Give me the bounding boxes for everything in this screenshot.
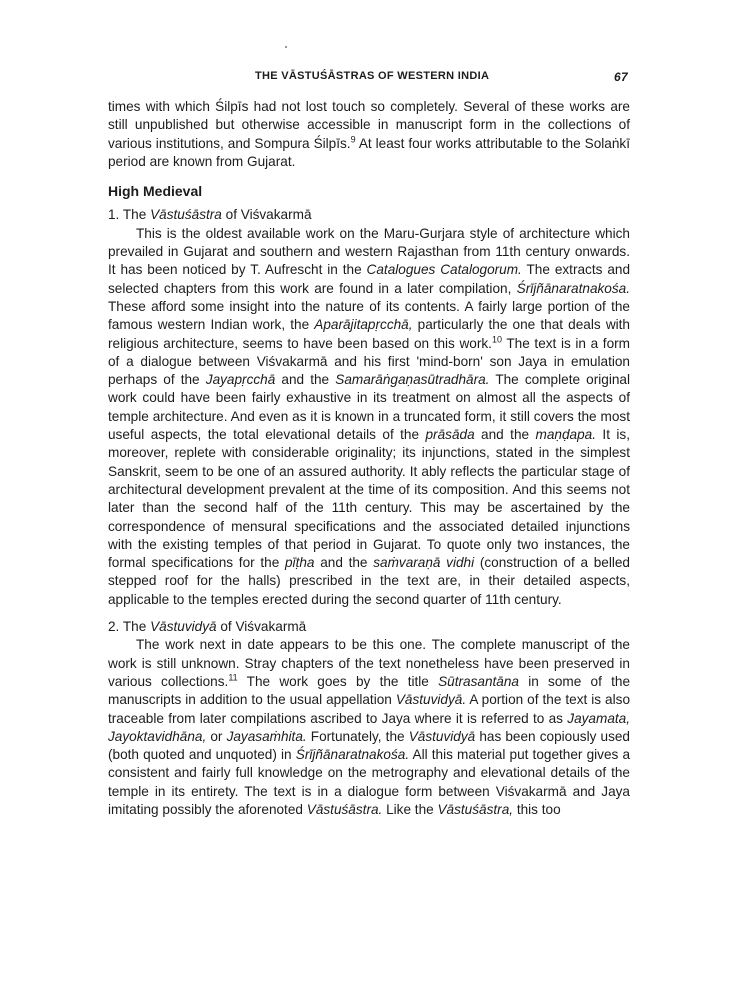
italic-run: pīṭha bbox=[285, 555, 315, 571]
section-heading: High Medieval bbox=[108, 183, 203, 200]
text-run: A portion of the text is also traceable from later compilations ascribed to Jaya where it is referred to as bbox=[108, 692, 630, 726]
italic-run: saṁvaraṇā vidhi bbox=[373, 555, 475, 571]
text-run: The extracts and selected chapters from this work are found in a later compilation, bbox=[108, 262, 630, 296]
item-heading-2 bbox=[108, 618, 630, 636]
text-run: has been copiously used (both quoted and unquoted) in bbox=[108, 728, 630, 763]
item-number: 1. The bbox=[108, 207, 151, 223]
page-number: 67 bbox=[614, 70, 628, 84]
work-author: of Viśvakarmā bbox=[216, 619, 307, 635]
text-run: These afford some insight into the nature of its contents. A fairly large portion of the famous western Indian work, the bbox=[108, 298, 630, 333]
italic-run: Vāstuśāstra, bbox=[437, 801, 514, 817]
item-number: 2. The bbox=[108, 619, 151, 635]
text-run: and the bbox=[275, 372, 336, 388]
work-author: of Viśvakarmā bbox=[221, 207, 312, 223]
text-run: and the bbox=[474, 427, 536, 443]
item-1-paragraph bbox=[108, 225, 630, 609]
scan-speck bbox=[285, 46, 287, 48]
footnote-marker: 10 bbox=[491, 334, 502, 345]
italic-run: Jayamata, Jayoktavidhāna, bbox=[108, 710, 630, 744]
text-run: All this material put together gives a consistent and fairly full knowledge on the metrography and elevational details of the temple in its entirety. The text is in a dialogue form between Viśvakarmā and Jaya imitating possibly the aforenoted bbox=[108, 747, 631, 817]
italic-run: Vāstuśāstra. bbox=[306, 801, 383, 817]
text-run: The text is in a form of a dialogue between Viśvakarmā and his first 'mind-born' son Jaya in emulation perhaps of the bbox=[108, 335, 630, 388]
text-run: (construction of a belled stepped roof for the halls) prescribed in the text are, in their detailed aspects, applicable to the temples erected during the second quarter of 11th century. bbox=[108, 555, 630, 607]
italic-run: Vāstuvidyā. bbox=[395, 692, 467, 708]
italic-run: Śrījñānaratnakośa. bbox=[516, 280, 630, 296]
italic-run: Catalogues Catalogorum. bbox=[366, 262, 522, 278]
italic-run: maṇḍapa. bbox=[535, 427, 596, 443]
item-heading-1 bbox=[108, 206, 630, 224]
page-body bbox=[108, 98, 630, 819]
text-run: Fortunately, the bbox=[306, 728, 409, 744]
intro-paragraph bbox=[108, 98, 630, 171]
text-run: The work goes by the title bbox=[237, 673, 439, 689]
italic-run: Samarāṅgaṇasūtradhāra. bbox=[335, 372, 490, 388]
running-header bbox=[108, 70, 628, 86]
text-run: At least four works attributable to the Solaṅkī period are known from Gujarat. bbox=[108, 135, 630, 169]
italic-run: Sūtrasantāna bbox=[438, 673, 519, 689]
text-run: It is, moreover, replete with considerable originality; its injunctions, stated in the simplest Sanskrit, seem to be one of an assured authority. It ably reflects the particular stage of architectural development prevalent at the time of its composition. And this seems not later than the second half of the 11th century. This may be ascertained by the correspondence of mensural specifications and the associated detailed injunctions with the existing temples of that period in Gujarat. To quote only two instances, the formal specifications for the bbox=[108, 427, 631, 571]
text-run: This is the oldest available work on the Maru-Gurjara style of architecture which prevailed in Gujarat and southern and western Rajasthan from 11th century onwards. It has been noticed by T. Aufrescht in the bbox=[108, 225, 630, 278]
footnote-marker: 9 bbox=[350, 134, 356, 145]
italic-run: prāsāda bbox=[425, 427, 475, 443]
text-run: times with which Śilpīs had not lost touch so completely. Several of these works are still unpublished but otherwise accessible in manuscript form in the collections of various institutions, and Sompura Śilpīs. bbox=[108, 99, 630, 151]
text-run: Like the bbox=[382, 801, 438, 817]
item-2-paragraph bbox=[108, 636, 630, 819]
text-run: The work next in date appears to be this one. The complete manuscript of the work is still unknown. Stray chapters of the text nonetheless have been preserved in various collections. bbox=[108, 637, 630, 689]
italic-run: Jayasaṁhita. bbox=[226, 728, 307, 744]
text-run: in some of the manuscripts in addition to the usual appellation bbox=[108, 673, 631, 708]
work-title: Vāstuśāstra bbox=[150, 207, 222, 223]
text-run: and the bbox=[314, 555, 374, 571]
italic-run: Vāstuvidyā bbox=[408, 728, 476, 744]
text-run: this too bbox=[513, 801, 561, 817]
italic-run: Jayapṛcchā bbox=[205, 372, 276, 388]
work-title: Vāstuvidyā bbox=[150, 619, 217, 635]
italic-run: Aparājitapṛcchā, bbox=[314, 317, 413, 333]
running-title: THE VĀSTUŚĀSTRAS OF WESTERN INDIA bbox=[255, 70, 490, 82]
italic-run: Śrījñānaratnakośa. bbox=[295, 747, 410, 763]
text-run: particularly the one that deals with religious architecture, seems to have been based on this work. bbox=[108, 317, 630, 351]
text-run: or bbox=[206, 728, 227, 744]
text-run: The complete original work could have been fairly exhaustive in its treatment on almost all the aspects of temple architecture. And even as it is known in a truncated form, it still covers the most useful aspects, the total elevational details of the bbox=[108, 372, 630, 443]
footnote-marker: 11 bbox=[228, 672, 238, 683]
